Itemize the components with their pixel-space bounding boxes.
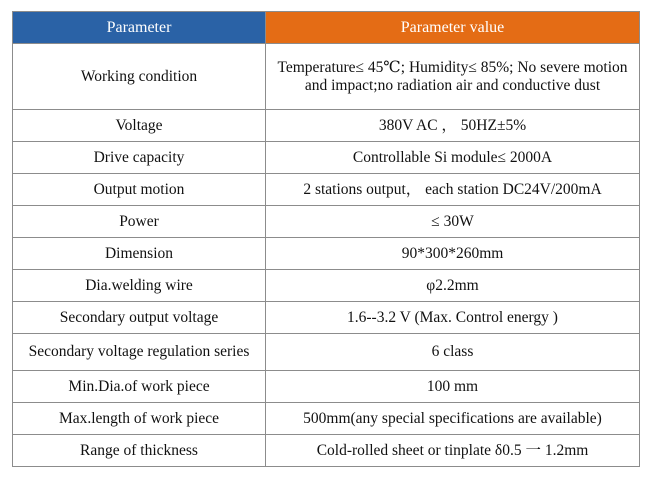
value-cell-secondary-voltage-regulation: 6 class — [266, 334, 640, 371]
spec-table — [12, 11, 640, 467]
value-cell-power: ≤ 30W — [266, 206, 640, 238]
value-cell-range-of-thickness: Cold-rolled sheet or tinplate δ0.5 一 1.2mm — [266, 435, 640, 467]
value-cell-min-dia-work-piece: 100 mm — [266, 371, 640, 403]
param-cell-working-condition: Working condition — [13, 44, 266, 110]
param-cell-dia-welding-wire: Dia.welding wire — [13, 270, 266, 302]
table-row — [13, 334, 640, 371]
value-cell-max-length-work-piece: 500mm(any special specifications are available) — [266, 403, 640, 435]
table-row — [13, 174, 640, 206]
value-cell-dia-welding-wire: φ2.2mm — [266, 270, 640, 302]
value-cell-secondary-output-voltage: 1.6--3.2 V (Max. Control energy ) — [266, 302, 640, 334]
table-row — [13, 302, 640, 334]
param-cell-max-length-work-piece: Max.length of work piece — [13, 403, 266, 435]
table-header-row — [13, 12, 640, 44]
param-cell-range-of-thickness: Range of thickness — [13, 435, 266, 467]
table-row — [13, 270, 640, 302]
param-cell-secondary-output-voltage: Secondary output voltage — [13, 302, 266, 334]
table-row — [13, 206, 640, 238]
value-cell-drive-capacity: Controllable Si module≤ 2000A — [266, 142, 640, 174]
value-cell-working-condition: Temperature≤ 45℃; Humidity≤ 85%; No severe motion and impact;no radiation air and conductive dust — [266, 44, 640, 110]
param-cell-min-dia-work-piece: Min.Dia.of work piece — [13, 371, 266, 403]
table-row — [13, 110, 640, 142]
param-cell-secondary-voltage-regulation: Secondary voltage regulation series — [13, 334, 266, 371]
value-cell-dimension: 90*300*260mm — [266, 238, 640, 270]
table-row — [13, 371, 640, 403]
header-parameter-value: Parameter value — [266, 12, 640, 44]
table-row — [13, 238, 640, 270]
param-cell-power: Power — [13, 206, 266, 238]
value-cell-output-motion: 2 stations output， each station DC24V/200mA — [266, 174, 640, 206]
param-cell-voltage: Voltage — [13, 110, 266, 142]
header-parameter: Parameter — [13, 12, 266, 44]
param-cell-output-motion: Output motion — [13, 174, 266, 206]
table-row — [13, 403, 640, 435]
table-row — [13, 435, 640, 467]
param-cell-drive-capacity: Drive capacity — [13, 142, 266, 174]
table-row — [13, 44, 640, 110]
param-cell-dimension: Dimension — [13, 238, 266, 270]
value-cell-voltage: 380V AC ， 50HZ±5% — [266, 110, 640, 142]
table-row — [13, 142, 640, 174]
